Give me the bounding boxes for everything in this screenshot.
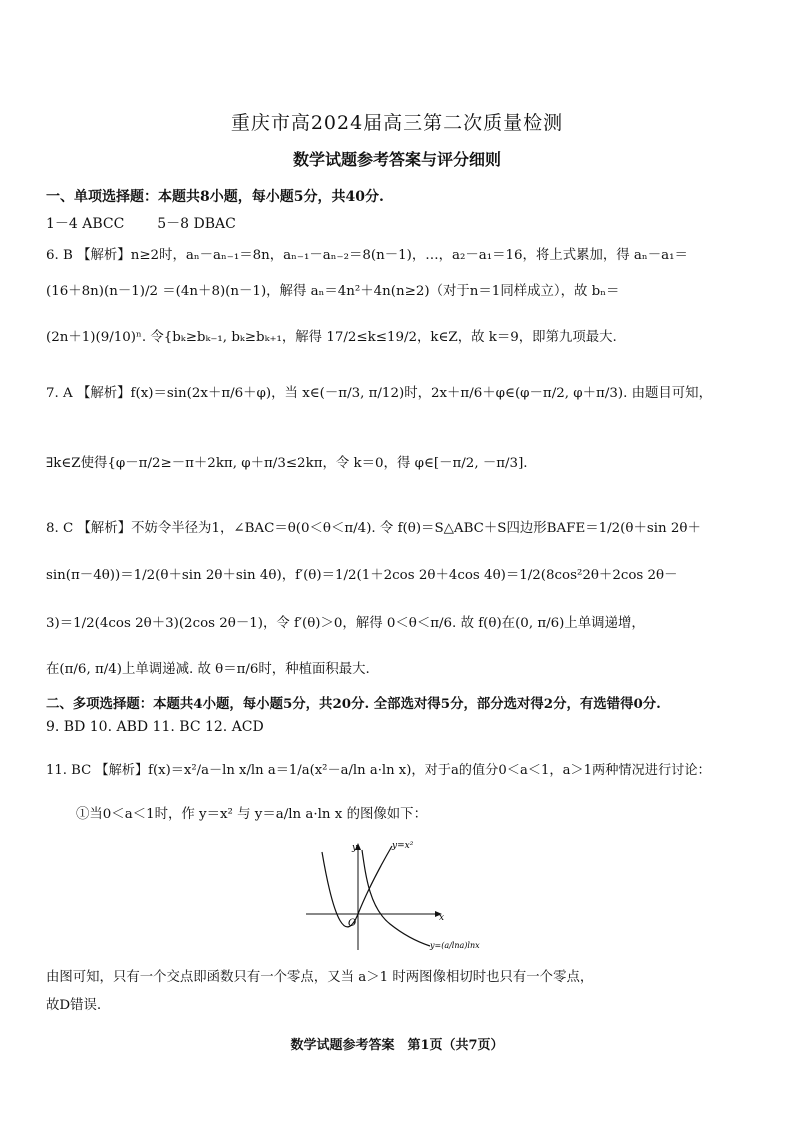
function-graph [300, 838, 500, 958]
q6-line3: (2n＋1)(9/10)ⁿ. 令{bₖ≥bₖ₋₁, bₖ≥bₖ₊₁，解得 17/2≤k≤19/2，k∈Z，故 k＝9，即第九项最大. [46, 330, 617, 345]
document-subtitle: 数学试题参考答案与评分细则 [292, 150, 501, 169]
curve1-label: y=x² [392, 841, 414, 851]
curve2-label: y=(a/lna)lnx [430, 941, 480, 950]
q7-line2: ∃k∈Z使得{φ－π/2≥－π＋2kπ, φ＋π/3≤2kπ，令 k＝0，得 φ∈[－π/2, －π/3]. [46, 456, 528, 471]
q8-line2: sin(π－4θ))＝1/2(θ＋sin 2θ＋sin 4θ)，f′(θ)＝1/2(1＋2cos 2θ＋4cos 4θ)＝1/2(8cos²2θ＋2cos 2θ－ [46, 568, 678, 583]
x-axis-label: x [439, 913, 445, 923]
q11-line4: 故D错误. [46, 998, 102, 1013]
q6-line1: 6. B 【解析】n≥2时，aₙ－aₙ₋₁＝8n，aₙ₋₁－aₙ₋₂＝8(n－1)，…，a₂－a₁＝16，将上式累加，得 aₙ－a₁＝ [46, 248, 688, 263]
q11-line3: 由图可知，只有一个交点即函数只有一个零点，又当 a＞1 时两图像相切时也只有一个零点， [46, 970, 594, 985]
q7-line1: 7. A 【解析】f(x)＝sin(2x＋π/6＋φ)，当 x∈(－π/3, π/12)时，2x＋π/6＋φ∈(φ－π/2, φ＋π/3). 由题目可知， [46, 386, 712, 401]
origin-label: O [348, 918, 357, 929]
q8-line3: 3)＝1/2(4cos 2θ＋3)(2cos 2θ－1)，令 f′(θ)＞0，解得 0＜θ＜π/6. 故 f(θ)在(0, π/6)上单调递增， [46, 616, 645, 631]
section2-answers: 9. BD 10. ABD 11. BC 12. ACD [46, 719, 264, 735]
q8-line4: 在(π/6, π/4)上单调递减. 故 θ＝π/6时，种植面积最大. [46, 662, 370, 677]
y-axis-label: y [352, 843, 358, 853]
section1-answers [46, 213, 236, 233]
q11-line1: 11. BC 【解析】f(x)＝x²/a－ln x/ln a＝1/a(x²－a/ln a·ln x)，对于a的值分0＜a＜1，a＞1两种情况进行讨论： [46, 763, 711, 778]
q11-line2: ①当0＜a＜1时，作 y＝x² 与 y＝a/ln a·ln x 的图像如下： [76, 807, 427, 822]
log-curve [362, 850, 430, 946]
section1-heading: 一、单项选择题：本题共8小题，每小题5分，共40分. [46, 189, 384, 205]
answers-1-4: 1－4 ABCC [46, 216, 125, 232]
answers-5-8: 5－8 DBAC [157, 216, 236, 232]
q8-line1: 8. C 【解析】不妨令半径为1，∠BAC＝θ(0＜θ＜π/4). 令 f(θ)＝S△ABC＋S四边形BAFE＝1/2(θ＋sin 2θ＋ [46, 521, 701, 536]
document-title: 重庆市高2024届高三第二次质量检测 [230, 112, 564, 134]
q6-line2: (16＋8n)(n－1)/2 ＝(4n＋8)(n－1)，解得 aₙ＝4n²＋4n(n≥2)（对于n＝1同样成立），故 bₙ＝ [46, 284, 620, 299]
page-footer: 数学试题参考答案 第1页（共7页） [290, 1038, 504, 1053]
section2-heading: 二、多项选择题：本题共4小题，每小题5分，共20分. 全部选对得5分，部分选对得2分，有选错得0分. [46, 696, 661, 712]
